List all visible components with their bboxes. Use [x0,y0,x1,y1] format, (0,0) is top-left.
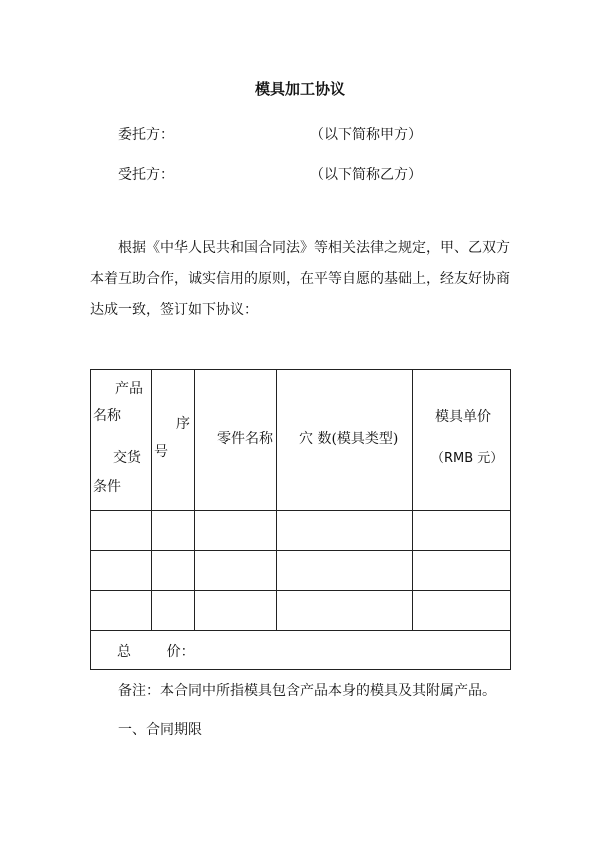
header-unit-price [413,370,511,511]
header-seq-1: 序 [176,416,190,432]
header-product-name-2: 名称 [93,408,121,424]
table-cell [91,591,152,631]
header-part-name-text: 零件名称 [217,431,273,447]
table-header-row [91,370,511,511]
contractor-note: （以下简称乙方） [310,167,422,183]
table-cell [91,551,152,591]
header-delivery-1: 交货 [113,450,141,466]
header-sequence [152,370,195,511]
intro-line-2: 本着互助合作，诚实信用的原则，在平等自愿的基础上，经友好协商 [90,271,510,287]
header-seq-2: 号 [154,444,168,460]
table-total-row [91,631,511,670]
client-note: （以下简称甲方） [310,127,422,143]
table-cell [277,551,413,591]
header-cavity [277,370,413,511]
header-delivery-2: 条件 [93,479,121,495]
header-part-name [195,370,277,511]
mold-pricing-table [90,369,511,670]
total-price-cell [91,631,511,670]
header-product-name-1: 产品 [115,381,143,397]
intro-line-1: 根据《中华人民共和国合同法》等相关法律之规定，甲、乙双方 [118,240,510,256]
table-cell [152,591,195,631]
table-cell [91,511,152,551]
table-cell [195,551,277,591]
document-title: 模具加工协议 [254,80,345,98]
table-row [91,511,511,551]
intro-line-3: 达成一致，签订如下协议： [90,302,258,318]
table-cell [277,511,413,551]
table-row [91,591,511,631]
header-cavity-text: 穴 数(模具类型) [299,431,399,447]
table-cell [413,551,511,591]
contractor-label: 受托方： [118,167,174,183]
table-cell [195,511,277,551]
total-price-label: 总 价： [117,644,195,660]
table-cell [277,591,413,631]
client-label: 委托方： [118,127,174,143]
section-heading-contract-term: 一、合同期限 [118,722,202,738]
table-cell [152,551,195,591]
intro-paragraph [90,233,520,326]
remark-text: 备注：本合同中所指模具包含产品本身的模具及其附属产品。 [118,683,496,699]
header-unit-price-1: 模具单价 [435,409,491,425]
table-cell [413,591,511,631]
table-cell [413,511,511,551]
table-cell [152,511,195,551]
header-unit-price-2: （RMB 元） [431,451,504,466]
table-row [91,551,511,591]
table-cell [195,591,277,631]
header-product-delivery [91,370,152,511]
